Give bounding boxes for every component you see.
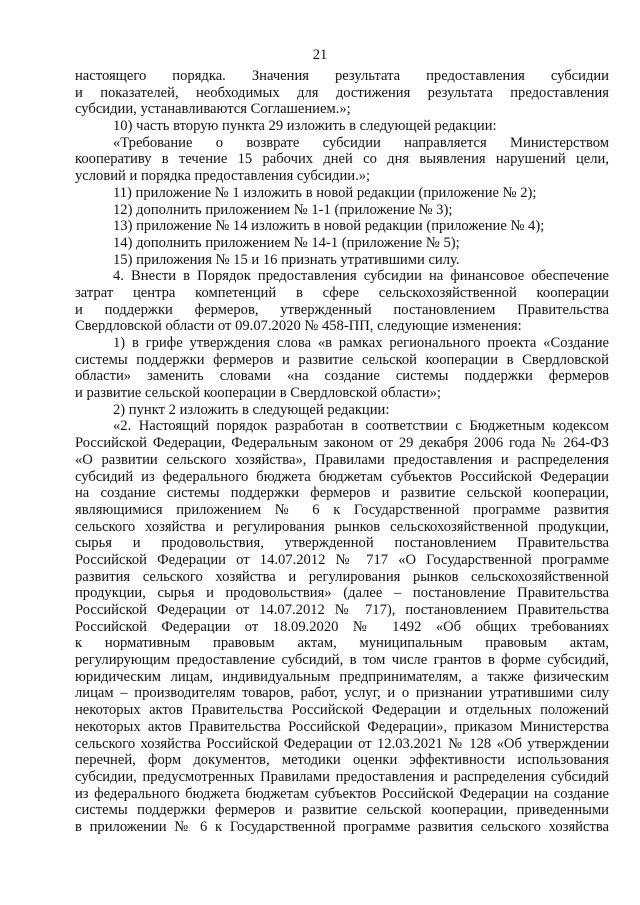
text-line: Российской Федерации от 18.09.2020 № 1492 «Об общих требованиях xyxy=(75,618,609,635)
text-line: Российской Федерации от 14.07.2012 № 717 «О Государственной программе xyxy=(75,551,609,568)
text-line: 2) пункт 2 изложить в следующей редакции: xyxy=(113,401,390,418)
text-line: некоторых актов Правительства Российской Федерации и отдельных положений xyxy=(75,702,609,719)
text-line: «О развитии сельского хозяйства», Правилами предоставления и распределения xyxy=(75,451,609,468)
text-line: развития сельского хозяйства и регулирования рынков сельскохозяйственной xyxy=(75,568,609,585)
text-line: 14) дополнить приложением № 14-1 (приложение № 5); xyxy=(113,234,460,251)
text-line: лицам – производителям товаров, работ, услуг, и о признании утратившими силу xyxy=(75,685,609,702)
text-line: 12) дополнить приложением № 1-1 (приложение № 3); xyxy=(113,201,453,218)
text-line: юридическим лицам, индивидуальным предпринимателям, а также физическим xyxy=(75,668,609,685)
text-line: «Требование о возврате субсидии направляется Министерством xyxy=(113,134,609,151)
text-line: системы поддержки фермеров и развитие сельской кооперации, приведенными xyxy=(75,802,609,819)
text-line: сырья и продовольствия, утвержденной постановлением Правительства xyxy=(75,535,609,552)
document-body xyxy=(75,68,609,836)
text-line: и развитие сельской кооперации в Свердловской области»; xyxy=(75,385,441,402)
text-line: сельского хозяйства и регулирования рынков сельскохозяйственной продукции, xyxy=(75,518,609,535)
text-line: к нормативным правовым актам, муниципальным правовым актам, xyxy=(75,635,609,652)
text-line: субсидии, предусмотренных Правилами предоставления и распределения субсидий xyxy=(75,768,609,785)
text-line: Свердловской области от 09.07.2020 № 458-ПП, следующие изменения: xyxy=(75,318,522,335)
page-number: 21 xyxy=(312,47,328,63)
text-line: регулирующим предоставление субсидий, в том числе грантов в форме субсидий, xyxy=(75,652,609,669)
text-line: в приложении № 6 к Государственной программе развития сельского хозяйства xyxy=(75,818,609,835)
text-line: «2. Настоящий порядок разработан в соответствии с Бюджетным кодексом xyxy=(113,418,609,435)
text-line: Российской Федерации, Федеральным законом от 29 декабря 2006 года № 264-ФЗ xyxy=(75,435,609,452)
text-line: сельского хозяйства Российской Федерации от 12.03.2021 № 128 «Об утверждении xyxy=(75,735,609,752)
text-line: 11) приложение № 1 изложить в новой редакции (приложение № 2); xyxy=(113,184,537,201)
text-line: из федерального бюджета бюджетам субъектов Российской Федерации на создание xyxy=(75,785,609,802)
text-line: 4. Внести в Порядок предоставления субсидии на финансовое обеспечение xyxy=(113,268,609,285)
text-line: Российской Федерации от 14.07.2012 № 717), постановлением Правительства xyxy=(75,602,609,618)
text-line: затрат центра компетенций в сфере сельскохозяйственной кооперации xyxy=(75,284,609,301)
text-line: условий и порядка предоставления субсидии.»; xyxy=(75,168,371,185)
text-line: 10) часть вторую пункта 29 изложить в следующей редакции: xyxy=(113,118,497,135)
text-line: и показателей, необходимых для достижения результата предоставления xyxy=(75,84,609,101)
text-line: области» заменить словами «на создание системы поддержки фермеров xyxy=(75,368,609,385)
text-line: продукции, сырья и продовольствия» (далее – постановление Правительства xyxy=(75,585,609,602)
text-line: на создание системы поддержки фермеров и развитие сельской кооперации, xyxy=(75,485,609,502)
text-line: субсидий из федерального бюджета бюджетам субъектов Российской Федерации xyxy=(75,468,609,485)
text-line: являющимися приложением № 6 к Государственной программе развития xyxy=(75,501,609,518)
text-line: некоторых актов Правительства Российской Федерации», приказом Министерства xyxy=(75,718,609,735)
text-line: и поддержки фермеров, утвержденный постановлением Правительства xyxy=(75,301,609,318)
text-line: настоящего порядка. Значения результата предоставления субсидии xyxy=(75,68,609,84)
text-line: субсидии, устанавливаются Соглашением.»; xyxy=(75,101,351,118)
text-line: 13) приложение № 14 изложить в новой редакции (приложение № 4); xyxy=(113,218,545,235)
text-line: 1) в грифе утверждения слова «в рамках регионального проекта «Создание xyxy=(113,335,609,351)
text-line: 15) приложения № 15 и 16 признать утратившими силу. xyxy=(113,251,460,268)
text-line: кооперативу в течение 15 рабочих дней со дня выявления нарушений цели, xyxy=(75,151,609,168)
text-line: перечней, форм документов, методики оценки эффективности использования xyxy=(75,752,609,769)
text-line: системы поддержки фермеров и развитие сельской кооперации в Свердловской xyxy=(75,351,609,368)
